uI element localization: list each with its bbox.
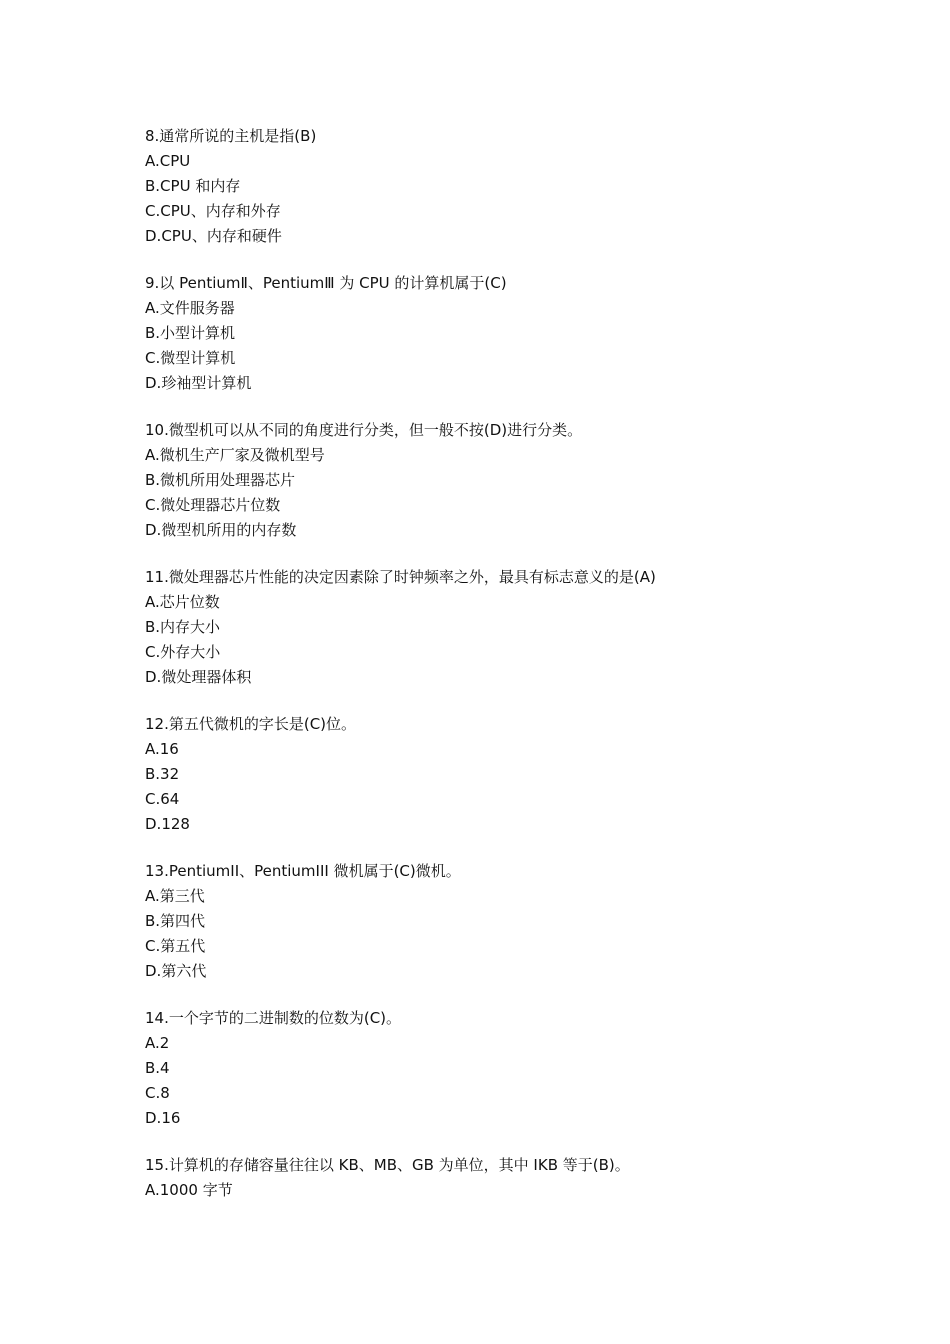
option-b: B.第四代 bbox=[145, 912, 206, 930]
option-d: D.16 bbox=[145, 1109, 181, 1127]
option-d: D.CPU、内存和硬件 bbox=[145, 227, 282, 245]
question-14 bbox=[145, 1006, 845, 1131]
option-c: C.8 bbox=[145, 1084, 170, 1102]
question-9 bbox=[145, 271, 845, 396]
question-text: 9.以 PentiumⅡ、PentiumⅢ 为 CPU 的计算机属于(C) bbox=[145, 274, 507, 292]
option-d: D.第六代 bbox=[145, 962, 207, 980]
option-a: A.2 bbox=[145, 1034, 170, 1052]
option-a: A.16 bbox=[145, 740, 179, 758]
question-text: 8.通常所说的主机是指(B) bbox=[145, 127, 317, 145]
option-c: C.CPU、内存和外存 bbox=[145, 202, 281, 220]
question-13 bbox=[145, 859, 845, 984]
question-10 bbox=[145, 418, 845, 543]
question-text: 13.PentiumII、PentiumIII 微机属于(C)微机。 bbox=[145, 862, 461, 880]
option-b: B.32 bbox=[145, 765, 180, 783]
option-b: B.内存大小 bbox=[145, 618, 221, 636]
question-text: 14.一个字节的二进制数的位数为(C)。 bbox=[145, 1009, 402, 1027]
option-d: D.微处理器体积 bbox=[145, 668, 252, 686]
option-a: A.微机生产厂家及微机型号 bbox=[145, 446, 325, 464]
option-d: D.微型机所用的内存数 bbox=[145, 521, 297, 539]
option-b: B.CPU 和内存 bbox=[145, 177, 241, 195]
option-a: A.第三代 bbox=[145, 887, 205, 905]
question-11 bbox=[145, 565, 845, 690]
question-text: 10.微型机可以从不同的角度进行分类，但一般不按(D)进行分类。 bbox=[145, 421, 583, 439]
option-b: B.微机所用处理器芯片 bbox=[145, 471, 296, 489]
option-c: C.64 bbox=[145, 790, 180, 808]
option-b: B.小型计算机 bbox=[145, 324, 236, 342]
option-d: D.珍袖型计算机 bbox=[145, 374, 252, 392]
option-c: C.外存大小 bbox=[145, 643, 221, 661]
question-12 bbox=[145, 712, 845, 837]
option-a: A.1000 字节 bbox=[145, 1181, 233, 1199]
option-c: C.微处理器芯片位数 bbox=[145, 496, 281, 514]
question-text: 11.微处理器芯片性能的决定因素除了时钟频率之外，最具有标志意义的是(A) bbox=[145, 568, 656, 586]
question-text: 15.计算机的存储容量往往以 KB、MB、GB 为单位，其中 IKB 等于(B)。 bbox=[145, 1156, 630, 1174]
question-text: 12.第五代微机的字长是(C)位。 bbox=[145, 715, 357, 733]
option-a: A.CPU bbox=[145, 152, 191, 170]
option-c: C.第五代 bbox=[145, 937, 206, 955]
option-a: A.芯片位数 bbox=[145, 593, 220, 611]
question-8 bbox=[145, 124, 845, 249]
document-page bbox=[145, 124, 845, 1225]
question-15 bbox=[145, 1153, 845, 1203]
option-c: C.微型计算机 bbox=[145, 349, 236, 367]
option-a: A.文件服务器 bbox=[145, 299, 235, 317]
option-d: D.128 bbox=[145, 815, 190, 833]
option-b: B.4 bbox=[145, 1059, 170, 1077]
